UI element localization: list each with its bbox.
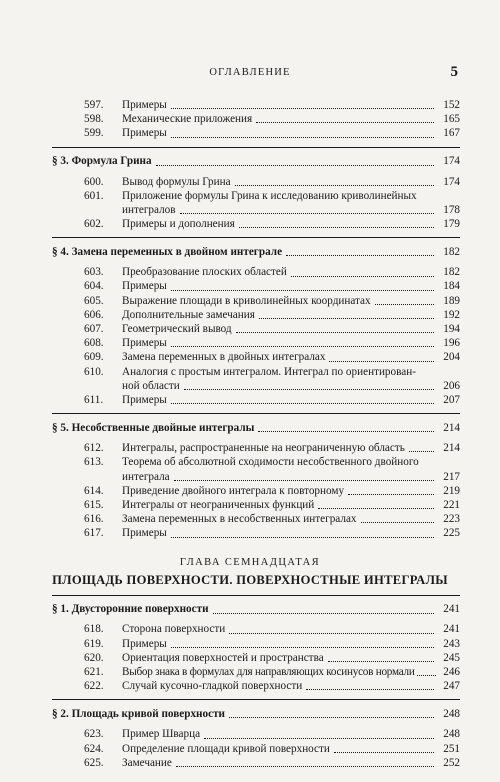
dot-leader <box>171 346 434 347</box>
entry-page: 194 <box>443 323 460 336</box>
entry-title: Теорема об абсолютной сходимости несобственного двойного <box>122 456 419 469</box>
entry-number: 611. <box>84 393 104 406</box>
toc-chapter-section-2[interactable] <box>0 706 500 721</box>
entry-number: 619. <box>84 637 104 650</box>
entry-page: 219 <box>443 484 460 497</box>
entry-page: 252 <box>443 756 460 769</box>
entry-number: 597. <box>84 98 104 111</box>
page-number: 5 <box>450 64 458 80</box>
toc-entry-598[interactable] <box>0 112 500 126</box>
entry-number: 607. <box>84 323 104 336</box>
dot-leader <box>176 766 434 767</box>
entry-page: 251 <box>443 742 460 755</box>
entry-page: 217 <box>443 470 460 483</box>
entry-title: Аналогия с простым интегралом. Интеграл по ориентирован- <box>122 365 416 378</box>
entry-number: 601. <box>84 189 104 202</box>
toc-entry-616[interactable] <box>0 512 500 526</box>
entry-number: 616. <box>84 513 104 526</box>
dot-leader <box>171 537 434 538</box>
entry-page: 243 <box>443 637 460 650</box>
section-page: 214 <box>443 421 460 434</box>
entry-title: Примеры <box>122 393 167 406</box>
entry-number: 622. <box>84 680 104 693</box>
dot-leader <box>361 522 434 523</box>
entry-title: Дополнительные замечания <box>122 308 255 321</box>
entry-title: Примеры <box>122 98 167 111</box>
section-page: 248 <box>443 708 460 721</box>
entry-number: 598. <box>84 113 104 126</box>
toc-section-3[interactable] <box>0 154 500 169</box>
entry-title: Замена переменных в несобственных интегралах <box>122 513 357 526</box>
entry-number: 610. <box>84 365 104 378</box>
table-of-contents <box>0 98 500 770</box>
toc-entry-613[interactable] <box>0 455 500 469</box>
dot-leader <box>174 480 434 481</box>
entry-page: 248 <box>443 728 460 741</box>
entry-number: 609. <box>84 351 104 364</box>
dot-leader <box>306 689 434 690</box>
section-rule <box>52 237 460 238</box>
dot-leader <box>286 255 434 256</box>
dot-leader <box>259 318 434 319</box>
entry-number: 599. <box>84 127 104 140</box>
entry-title: Примеры <box>122 127 167 140</box>
section-page: 174 <box>443 155 460 168</box>
entry-title: Механические приложения <box>122 113 253 126</box>
toc-entry-614[interactable] <box>0 484 500 498</box>
dot-leader <box>329 361 434 362</box>
entry-page: 174 <box>443 175 460 188</box>
section-page: 182 <box>443 246 460 259</box>
toc-section-4[interactable] <box>0 244 500 259</box>
entry-number: 614. <box>84 484 104 497</box>
entry-number: 612. <box>84 442 104 455</box>
entry-page: 245 <box>443 651 460 664</box>
entry-number: 617. <box>84 527 104 540</box>
toc-entry-601-cont[interactable] <box>0 203 500 217</box>
toc-entry-622[interactable] <box>0 679 500 693</box>
entry-page: 247 <box>443 680 460 693</box>
entry-page: 207 <box>443 393 460 406</box>
chapter-label: ГЛАВА СЕМНАДЦАТАЯ <box>179 556 321 568</box>
dot-leader <box>171 290 434 291</box>
dot-leader <box>204 738 434 739</box>
entry-number: 624. <box>84 742 104 755</box>
toc-chapter-section-1[interactable] <box>0 602 500 617</box>
entry-number: 603. <box>84 266 104 279</box>
toc-entry-606[interactable] <box>0 308 500 322</box>
entry-number: 615. <box>84 498 104 511</box>
entry-title: Преобразование плоских областей <box>122 266 287 279</box>
toc-entry-625[interactable] <box>0 756 500 770</box>
toc-entry-620[interactable] <box>0 651 500 665</box>
entry-title: Случай кусочно-гладкой поверхности <box>122 680 303 693</box>
dot-leader <box>258 431 434 432</box>
entry-page: 178 <box>443 203 460 216</box>
entry-title: Приведение двойного интеграла к повторному <box>122 484 345 497</box>
section-rule <box>52 595 460 596</box>
toc-entry-601[interactable] <box>0 189 500 203</box>
dot-leader <box>375 304 434 305</box>
entry-title: Приложение формулы Грина к исследованию криволинейных <box>122 189 417 202</box>
entry-page: 192 <box>443 308 460 321</box>
entry-title: Выражение площади в криволинейных координатах <box>122 294 371 307</box>
entry-title: Интегралы от неограниченных функций <box>122 498 315 511</box>
entry-title-continued: интеграла <box>122 470 170 483</box>
dot-leader <box>213 613 434 614</box>
entry-page: 225 <box>443 527 460 540</box>
section-title: § 1. Двусторонние поверхности <box>52 603 209 616</box>
entry-title: Сторона поверхности <box>122 623 226 636</box>
toc-entry-599[interactable] <box>0 126 500 140</box>
entry-page: 182 <box>443 266 460 279</box>
entry-page: 214 <box>443 442 460 455</box>
section-page: 241 <box>443 603 460 616</box>
toc-entry-610-cont[interactable] <box>0 379 500 393</box>
toc-entry-617[interactable] <box>0 526 500 540</box>
entry-page: 167 <box>443 127 460 140</box>
section-rule <box>52 413 460 414</box>
dot-leader <box>229 633 434 634</box>
dot-leader <box>180 213 434 214</box>
dot-leader <box>235 185 434 186</box>
dot-leader <box>334 752 434 753</box>
toc-entry-610[interactable] <box>0 365 500 379</box>
toc-entry-609[interactable] <box>0 350 500 364</box>
entry-page: 241 <box>443 623 460 636</box>
dot-leader <box>184 389 434 390</box>
toc-entry-608[interactable] <box>0 336 500 350</box>
dot-leader <box>348 494 434 495</box>
dot-leader <box>417 675 436 676</box>
entry-title: Примеры <box>122 337 167 350</box>
entry-title: Примеры и дополнения <box>122 218 235 231</box>
toc-entry-613-cont[interactable] <box>0 470 500 484</box>
entry-title: Замена переменных в двойных интегралах <box>122 351 326 364</box>
entry-page: 184 <box>443 280 460 293</box>
entry-title: Определение площади кривой поверхности <box>122 742 330 755</box>
dot-leader <box>171 108 434 109</box>
dot-leader <box>239 227 434 228</box>
entry-title-continued: интегралов <box>122 203 176 216</box>
dot-leader <box>236 332 434 333</box>
dot-leader <box>256 122 434 123</box>
entry-number: 621. <box>84 666 104 679</box>
entry-title: Интегралы, распространенные на неограниченную область <box>122 442 405 455</box>
toc-entry-597[interactable] <box>0 98 500 112</box>
section-title: § 5. Несобственные двойные интегралы <box>52 421 255 434</box>
entry-number: 625. <box>84 756 104 769</box>
dot-leader <box>291 276 434 277</box>
entry-title: Вывод формулы Грина <box>122 175 231 188</box>
running-head <box>0 64 500 82</box>
entry-page: 196 <box>443 337 460 350</box>
entry-title: Пример Шварца <box>122 728 201 741</box>
toc-entry-605[interactable] <box>0 294 500 308</box>
toc-entry-600[interactable] <box>0 175 500 189</box>
entry-page: 246 <box>443 666 460 679</box>
section-title: § 4. Замена переменных в двойном интеграле <box>52 246 283 259</box>
entry-page: 179 <box>443 218 460 231</box>
entry-page: 223 <box>443 513 460 526</box>
dot-leader <box>171 403 434 404</box>
running-title: ОГЛАВЛЕНИЕ <box>209 67 291 78</box>
toc-section-5[interactable] <box>0 420 500 435</box>
entry-title: Замечание <box>122 756 172 769</box>
entry-number: 606. <box>84 308 104 321</box>
entry-title: Примеры <box>122 280 167 293</box>
toc-entry-612[interactable] <box>0 441 500 455</box>
dot-leader <box>171 137 434 138</box>
toc-entry-623[interactable] <box>0 727 500 741</box>
dot-leader <box>156 165 434 166</box>
entry-title: Ориентация поверхностей и пространства <box>122 651 324 664</box>
entry-number: 602. <box>84 218 104 231</box>
entry-page: 206 <box>443 379 460 392</box>
toc-entry-615[interactable] <box>0 498 500 512</box>
entry-number: 600. <box>84 175 104 188</box>
entry-page: 165 <box>443 113 460 126</box>
entry-number: 608. <box>84 337 104 350</box>
entry-page: 221 <box>443 498 460 511</box>
entry-title: Примеры <box>122 637 167 650</box>
toc-entry-602[interactable] <box>0 217 500 231</box>
entry-number: 605. <box>84 294 104 307</box>
toc-entry-619[interactable] <box>0 637 500 651</box>
dot-leader <box>328 661 434 662</box>
toc-entry-603[interactable] <box>0 265 500 279</box>
entry-title: Геометрический вывод <box>122 323 232 336</box>
entry-number: 623. <box>84 728 104 741</box>
entry-number: 618. <box>84 623 104 636</box>
section-rule <box>52 699 460 700</box>
dot-leader <box>229 717 434 718</box>
entry-page: 204 <box>443 351 460 364</box>
entry-title: Примеры <box>122 527 167 540</box>
entry-number: 613. <box>84 456 104 469</box>
entry-page: 152 <box>443 98 460 111</box>
toc-entry-607[interactable] <box>0 322 500 336</box>
entry-page: 189 <box>443 294 460 307</box>
chapter-title[interactable]: ПЛОЩАДЬ ПОВЕРХНОСТИ. ПОВЕРХНОСТНЫЕ ИНТЕГРАЛЫ <box>52 572 448 587</box>
toc-entry-604[interactable] <box>0 280 500 294</box>
entry-title: Выбор знака в формулах для направляющих косинусов нормали <box>122 666 415 679</box>
dot-leader <box>318 508 434 509</box>
entry-number: 620. <box>84 651 104 664</box>
dot-leader <box>171 647 434 648</box>
entry-title-continued: ной области <box>122 379 180 392</box>
toc-entry-611[interactable] <box>0 393 500 407</box>
toc-entry-624[interactable] <box>0 742 500 756</box>
toc-entry-618[interactable] <box>0 623 500 637</box>
section-title: § 2. Площадь кривой поверхности <box>52 708 226 721</box>
section-title: § 3. Формула Грина <box>52 155 152 168</box>
section-rule <box>52 147 460 148</box>
dot-leader <box>409 451 434 452</box>
toc-entry-621[interactable] <box>0 665 500 679</box>
entry-number: 604. <box>84 280 104 293</box>
